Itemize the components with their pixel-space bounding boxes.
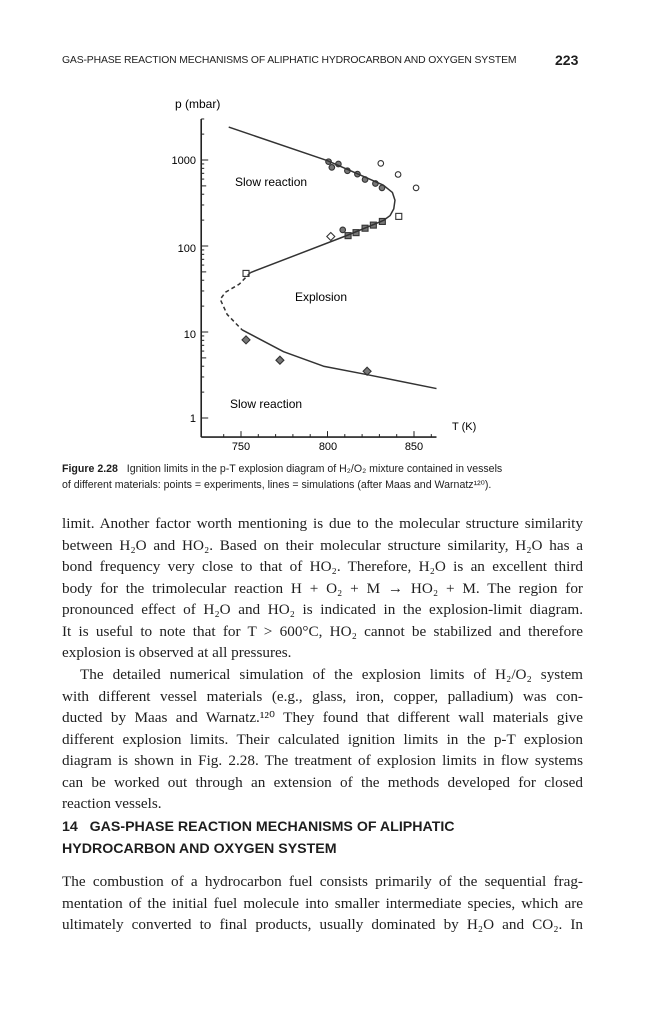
text-line: ultimately converted to final products, usually dominated by H₂O and CO₂. In	[62, 916, 583, 933]
text-line: body for the trimolecular reaction H + O₂ + M → HO₂ + M. The region for	[62, 579, 583, 597]
data-point-circle	[378, 161, 384, 167]
explosion-diagram-chart	[0, 0, 655, 460]
data-point-circle	[329, 165, 335, 171]
text-line: mentation of the initial fuel molecule into smaller intermediate species, which are	[62, 894, 583, 912]
y-axis-label: p (mbar)	[175, 97, 221, 111]
x-tick-label: 850	[404, 441, 424, 453]
figure-label: Figure 2.28	[62, 463, 118, 475]
text-line: reaction vessels.	[62, 795, 162, 812]
region-label-explosion: Explosion	[295, 290, 348, 304]
data-point-diamond	[327, 232, 335, 240]
region-label-slow-lower: Slow reaction	[230, 397, 303, 411]
text-line: bond frequency very close to that of HO₂. Therefore, H₂O is an excellent third	[62, 558, 583, 575]
heading-line: HYDROCARBON AND OXYGEN SYSTEM	[62, 841, 337, 857]
simulation-curve	[229, 127, 395, 273]
figure-caption	[62, 461, 584, 493]
text-line: It is useful to note that for T > 600°C, HO₂ cannot be stabilized and therefore	[62, 622, 583, 640]
data-point-circle	[395, 172, 401, 178]
text-line: between H₂O and HO₂. Based on their molecular structure similarity, H₂O has a	[62, 536, 583, 554]
text-line: ducted by Maas and Warnatz.¹²⁰ They found that different wall materials give	[62, 709, 583, 726]
text-line: pronounced effect of H₂O and HO₂ is indicated in the explosion-limit diagram.	[62, 601, 583, 618]
section-heading	[62, 816, 455, 860]
text-line: with different vessel materials (e.g., glass, iron, copper, palladium) was con-	[62, 687, 583, 705]
data-point-circle	[413, 185, 419, 191]
data-point-circle	[340, 227, 346, 233]
caption-line: of different materials: points = experiments, lines = simulations (after Maas and Warnatz¹²⁰).	[62, 479, 492, 491]
running-header: GAS-PHASE REACTION MECHANISMS OF ALIPHATIC HYDROCARBON AND OXYGEN SYSTEM	[62, 55, 517, 66]
text-line: The combustion of a hydrocarbon fuel consists primarily of the sequential frag-	[62, 873, 583, 890]
simulation-curve	[242, 330, 436, 389]
x-tick-label: 750	[231, 441, 251, 453]
text-line: diagram is shown in Fig. 2.28. The treatment of explosion limits in flow systems	[62, 752, 583, 769]
paragraph-2	[62, 664, 583, 815]
y-tick-label: 100	[177, 243, 196, 255]
text-line: explosion is observed at all pressures.	[62, 644, 292, 661]
page-number: 223	[555, 52, 579, 68]
text-line: can be worked out through an extension of the methods developed for closed	[62, 773, 583, 791]
heading-line: 14 GAS-PHASE REACTION MECHANISMS OF ALIPHATIC	[62, 819, 455, 835]
text-line: limit. Another factor worth mentioning is due to the molecular structure similarity	[62, 515, 583, 532]
data-point-diamond	[276, 356, 284, 364]
region-label-slow-upper: Slow reaction	[235, 175, 308, 189]
x-tick-label: 800	[318, 441, 338, 453]
paragraph-1	[62, 513, 583, 664]
simulation-curve	[220, 273, 250, 330]
data-point-diamond	[242, 336, 250, 344]
y-tick-label: 10	[183, 329, 196, 341]
y-tick-label: 1	[189, 413, 196, 425]
data-point-square	[396, 213, 402, 219]
x-axis-label: T (K)	[452, 421, 477, 433]
caption-line: Ignition limits in the p-T explosion diagram of H₂/O₂ mixture contained in vessels	[126, 463, 503, 475]
y-tick-label: 1000	[171, 155, 196, 167]
text-line: The detailed numerical simulation of the explosion limits of H₂/O₂ system	[80, 666, 583, 683]
paragraph-3	[62, 871, 583, 936]
text-line: different explosion limits. Their calculated ignition limits in the p-T explosion	[62, 730, 583, 748]
